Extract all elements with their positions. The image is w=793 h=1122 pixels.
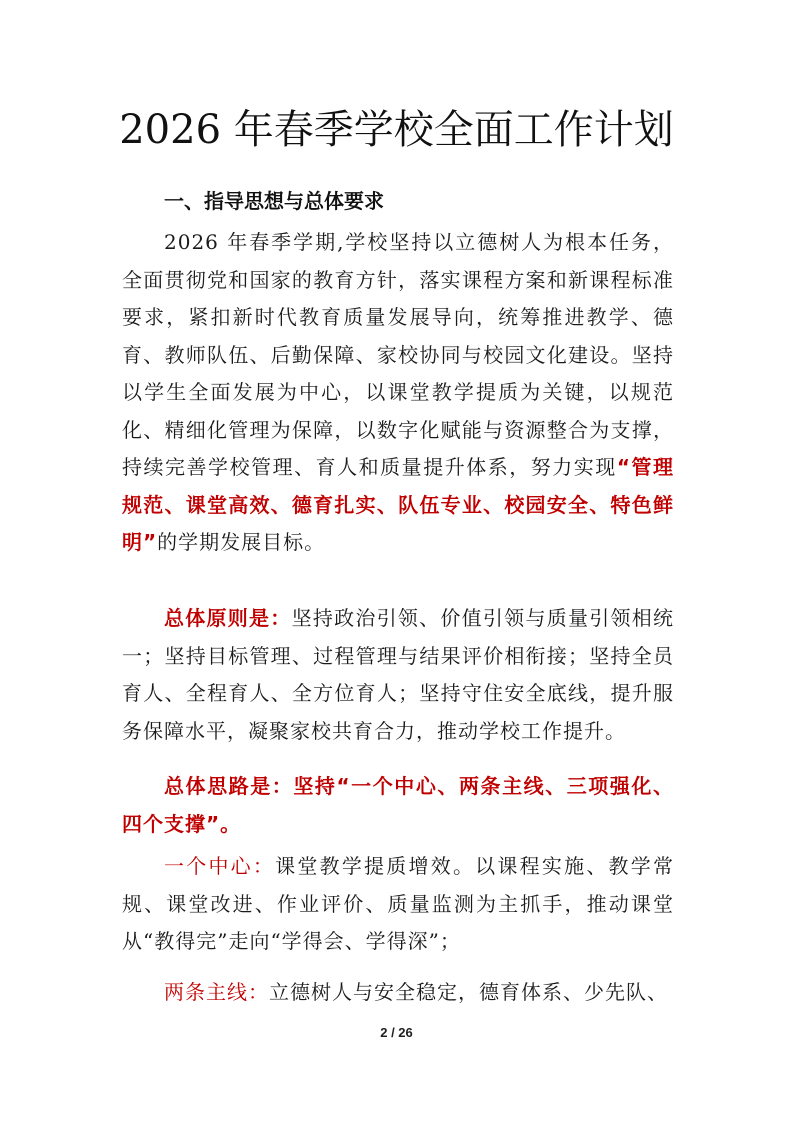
- section-heading: 一、指导思想与总体要求: [164, 189, 384, 213]
- two-lines-lead: 两条主线：: [164, 980, 269, 1004]
- paragraph-approach: [122, 768, 674, 843]
- approach-text: 总体思路是：坚持“一个中心、两条主线、三项强化、四个支撑”。: [122, 774, 674, 836]
- paragraph-tail: 的学期发展目标。: [157, 530, 326, 554]
- one-center-text: 课堂教学提质增效。以课程实施、教学常规、课堂改进、作业评价、质量监测为主抓手，推动课堂从“教得完”走向“学得会、学得深”；: [122, 854, 675, 953]
- document-title: 2026 年春季学校全面工作计划: [119, 107, 674, 153]
- paragraph-principles: [122, 600, 674, 750]
- paragraph-one-center: [122, 848, 674, 961]
- principles-lead: 总体原则是：: [164, 606, 292, 630]
- one-center-lead: 一个中心：: [164, 854, 276, 878]
- goal-highlight: “管理规范、课堂高效、德育扎实、队伍专业、校园安全、特色鲜明”: [122, 455, 675, 554]
- paragraph-guiding-thought: [122, 224, 674, 562]
- paragraph-text: 2026 年春季学期,学校坚持以立德树人为根本任务，全面贯彻党和国家的教育方针，落实课程方案和新课程标准要求，紧扣新时代教育质量发展导向，统筹推进教学、德育、教师队伍、后勤保障、家校协同与校园文化建设。坚持以学生全面发展为中心，以课堂教学提质为关键，以规范化、精细化管理为保障，以数字化赋能与资源整合为支撑，持续完善学校管理、育人和质量提升体系，努力实现: [122, 230, 674, 479]
- principles-text: 坚持政治引领、价值引领与质量引领相统一；坚持目标管理、过程管理与结果评价相衔接；坚持全员育人、全程育人、全方位育人；坚持守住安全底线，提升服务保障水平，凝聚家校共育合力，推动学校工作提升。: [122, 606, 675, 743]
- paragraph-two-lines: [122, 974, 674, 1012]
- page-number: 2 / 26: [380, 1025, 413, 1040]
- two-lines-text: 立德树人与安全稳定，德育体系、少先队、: [269, 980, 668, 1004]
